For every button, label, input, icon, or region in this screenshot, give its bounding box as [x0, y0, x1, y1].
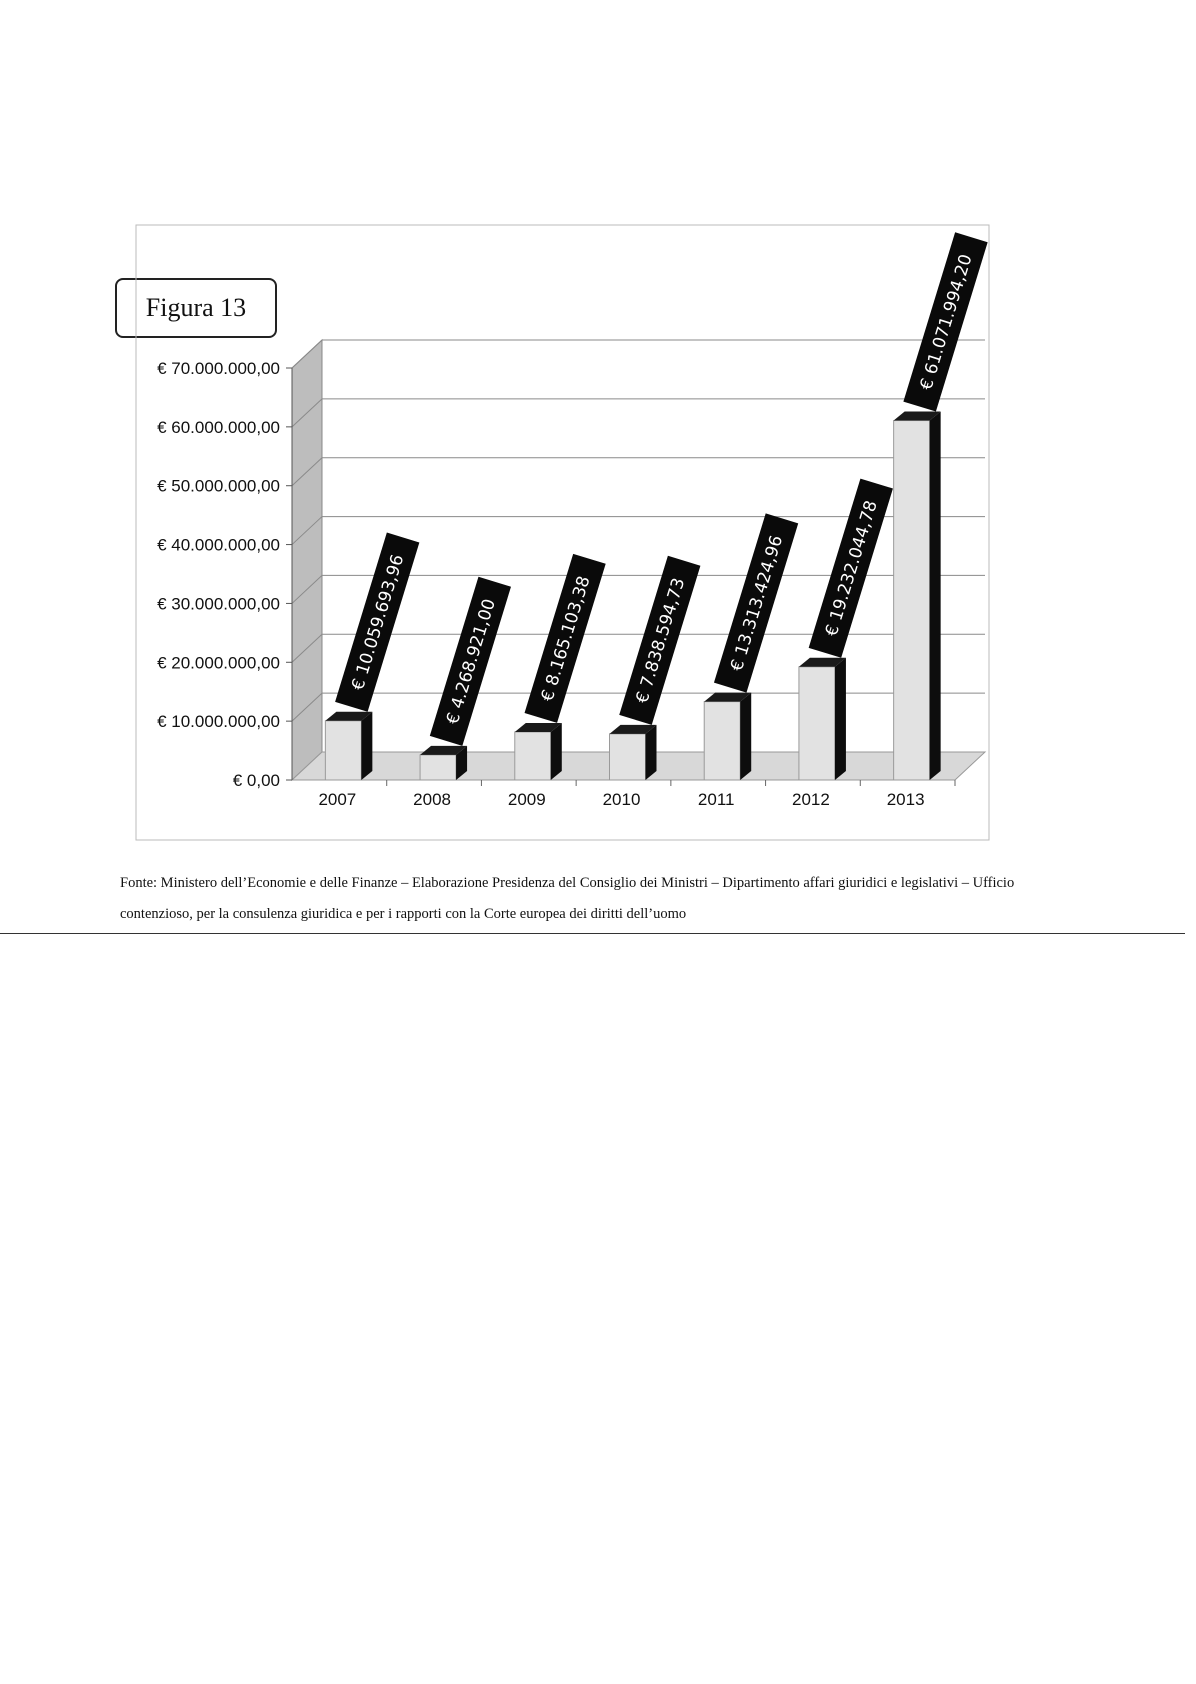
data-label-text: € 61.071.994,20	[916, 252, 977, 393]
bar	[799, 667, 835, 780]
data-label-text: € 10.059.693,96	[348, 552, 409, 693]
data-label	[525, 554, 606, 723]
y-tick-label: € 50.000.000,00	[157, 476, 280, 496]
data-label-text: € 8.165.103,38	[537, 573, 595, 704]
x-tick-label: 2007	[318, 790, 357, 809]
page-rule	[0, 933, 1185, 934]
x-tick-label: 2010	[602, 790, 641, 809]
bar-side	[551, 723, 562, 780]
data-label-text: € 13.313.424,96	[726, 533, 788, 674]
bar-side	[361, 712, 372, 780]
y-tick-label: € 60.000.000,00	[157, 417, 280, 437]
chart-side-wall	[292, 340, 322, 780]
data-label	[903, 232, 987, 411]
data-label	[809, 479, 893, 658]
bar-side	[835, 658, 846, 780]
gridline	[292, 458, 985, 486]
bar	[420, 755, 456, 780]
y-tick-label: € 30.000.000,00	[157, 594, 280, 614]
data-label	[430, 577, 511, 746]
y-tick-label: € 10.000.000,00	[157, 712, 280, 732]
y-tick-label: € 70.000.000,00	[157, 359, 280, 378]
figure-label: Figura 13	[115, 278, 277, 338]
data-label	[335, 533, 419, 712]
data-label-text: € 19.232.044,78	[821, 498, 882, 639]
bar	[704, 702, 740, 780]
data-label-text: € 7.838.594,73	[632, 575, 690, 706]
y-tick-label: € 40.000.000,00	[157, 535, 280, 555]
bar	[610, 734, 646, 780]
bar	[325, 721, 361, 780]
y-tick-label: € 0,00	[232, 771, 280, 790]
x-tick-label: 2009	[507, 790, 546, 809]
data-label	[714, 513, 798, 692]
gridline	[292, 340, 985, 368]
gridline	[292, 399, 985, 427]
bar	[515, 732, 551, 780]
x-tick-label: 2013	[886, 790, 925, 809]
x-tick-label: 2012	[792, 790, 830, 809]
bar	[894, 421, 930, 780]
data-label-text: € 4.268.921,00	[442, 596, 500, 727]
y-tick-label: € 20.000.000,00	[157, 653, 280, 673]
bar-side	[646, 725, 657, 780]
x-tick-label: 2008	[413, 790, 451, 809]
data-label	[619, 556, 700, 725]
bar-side	[740, 693, 751, 780]
x-tick-label: 2011	[697, 790, 735, 809]
bar-side	[930, 412, 941, 780]
source-note: Fonte: Ministero dell’Economie e delle Finanze – Elaborazione Presidenza del Consiglio dei Ministri – Dipartimento affari giuridici e legislativi – Ufficio contenzioso, per la consulenza giuridica e per i rapporti con la Corte europea dei diritti dell’uomo	[120, 875, 1015, 922]
